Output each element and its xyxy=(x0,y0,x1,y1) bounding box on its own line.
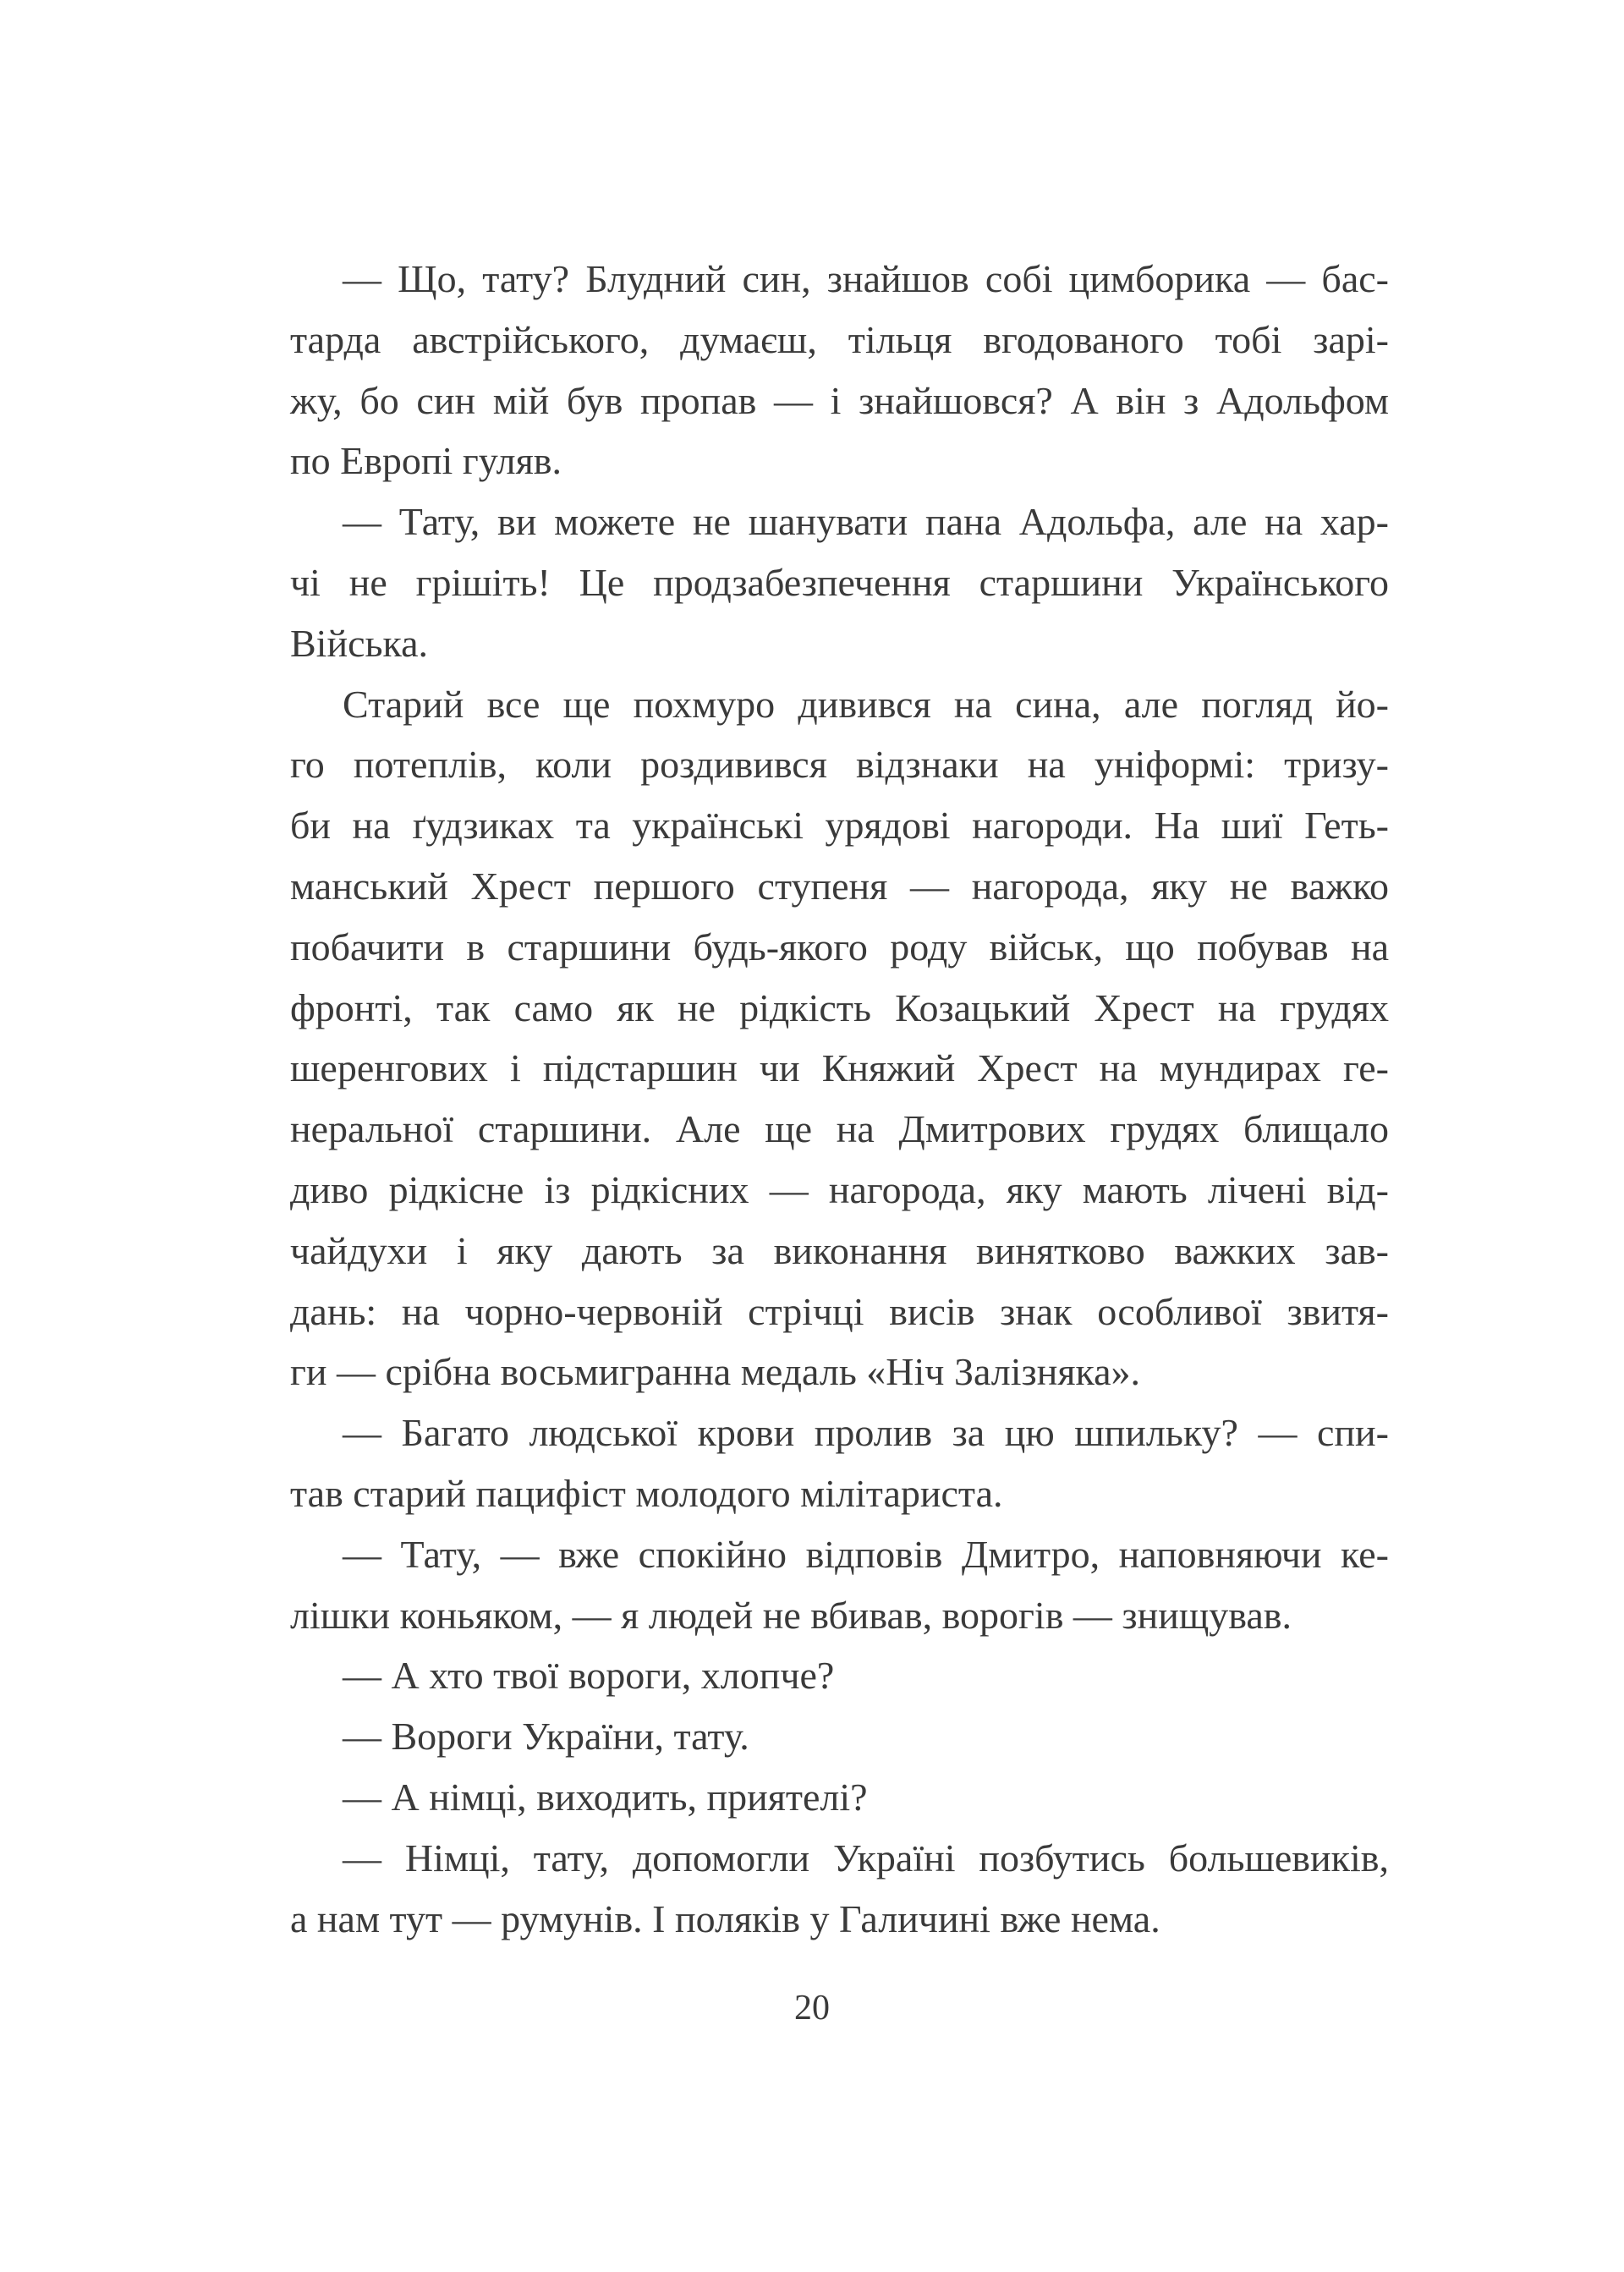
paragraph xyxy=(290,1524,1389,1646)
text-line: — Вороги України, тату. xyxy=(343,1715,749,1759)
text-line: побачити в старшини будь-якого роду військ, що побував на xyxy=(290,925,1389,969)
text-line: дань: на чорно-червоній стрічці висів знак особливої звитя- xyxy=(290,1289,1389,1333)
paragraph xyxy=(290,1706,1389,1767)
paragraph xyxy=(290,1828,1389,1950)
text-line: чі не грішіть! Це продзабезпечення старшини Українського xyxy=(290,560,1389,604)
text-line: чайдухи і яку дають за виконання винятково важких зав- xyxy=(290,1228,1389,1272)
text-line: диво рідкісне із рідкісних — нагорода, яку мають лічені від- xyxy=(290,1167,1389,1211)
text-line: жу, бо син мій був пропав — і знайшовся? А він з Адольфом xyxy=(290,378,1389,422)
text-line: фронті, так само як не рідкість Козацький Хрест на грудях xyxy=(290,985,1389,1029)
text-line: го потеплів, коли роздивився відзнаки на уніформі: тризу- xyxy=(290,743,1389,787)
text-line: — Тату, — вже спокійно відповів Дмитро, наповняючи ке- xyxy=(343,1532,1389,1576)
text-line: а нам тут — румунів. І поляків у Галичині вже нема. xyxy=(290,1896,1160,1940)
page-number: 20 xyxy=(794,1989,830,2028)
text-line: по Европі гуляв. xyxy=(290,439,562,483)
text-line: — Багато людської крови пролив за цю шпильку? — спи- xyxy=(343,1411,1389,1455)
paragraph xyxy=(290,1402,1389,1524)
text-line: — Тату, ви можете не шанувати пана Адольфа, але на хар- xyxy=(343,500,1389,544)
text-line: Старий все ще похмуро дивився на сина, але погляд йо- xyxy=(343,682,1389,726)
body-text xyxy=(290,249,1389,1949)
text-line: манський Хрест першого ступеня — нагорода, яку не важко xyxy=(290,864,1389,908)
text-line: шеренгових і підстаршин чи Княжий Хрест на мундирах ге- xyxy=(290,1046,1389,1090)
text-line: ги — срібна восьмигранна медаль «Ніч Залізняка». xyxy=(290,1350,1141,1394)
text-line: — Що, тату? Блудний син, знайшов собі цимборика — бас- xyxy=(343,257,1389,300)
paragraph xyxy=(290,1645,1389,1706)
text-line: — А хто твої вороги, хлопче? xyxy=(343,1654,835,1698)
text-line: Війська. xyxy=(290,621,429,665)
paragraph xyxy=(290,674,1389,1403)
text-line: тарда австрійського, думаєш, тільця вгодованого тобі зарі- xyxy=(290,317,1389,361)
text-line: — Німці, тату, допомогли Україні позбутись большевиків, xyxy=(343,1836,1389,1880)
text-line: — А німці, виходить, приятелі? xyxy=(343,1775,868,1819)
text-line: тав старий пацифіст молодого мілітариста. xyxy=(290,1471,1003,1515)
text-line: неральної старшини. Але ще на Дмитрових грудях блищало xyxy=(290,1107,1389,1151)
text-line: лішки коньяком, — я людей не вбивав, ворогів — знищував. xyxy=(290,1593,1292,1637)
paragraph xyxy=(290,1767,1389,1828)
text-line: би на ґудзиках та українські урядові нагороди. На шиї Геть- xyxy=(290,804,1389,848)
paragraph xyxy=(290,249,1389,491)
paragraph xyxy=(290,491,1389,673)
